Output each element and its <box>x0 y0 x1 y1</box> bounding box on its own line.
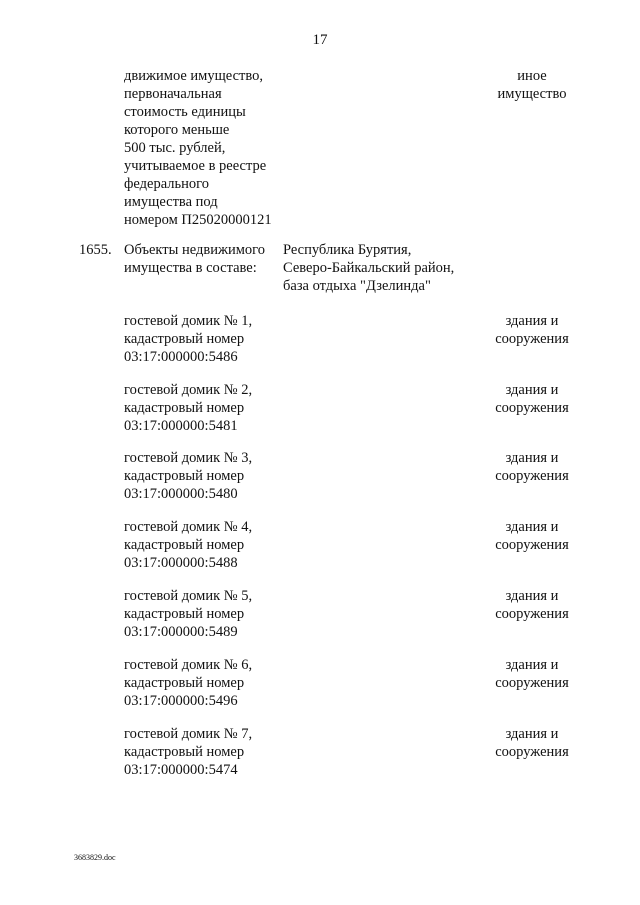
item-name: гостевой домик № 1, кадастровый номер 03:17:000000:5486 <box>124 313 253 365</box>
entry-number: 1655. <box>79 242 112 258</box>
item-type: здания и сооружения <box>495 313 569 347</box>
item-type: здания и сооружения <box>495 588 569 622</box>
item-type: здания и сооружения <box>495 519 569 553</box>
entry-address: Республика Бурятия, Северо-Байкальский район, база отдыха "Дзелинда" <box>283 242 455 294</box>
item-name: гостевой домик № 5, кадастровый номер 03:17:000000:5489 <box>124 588 253 640</box>
page-number: 17 <box>312 32 328 48</box>
previous-entry-name: движимое имущество, первоначальная стоимость единицы которого меньше 500 тыс. рублей, учитываемое в реестре федерального имущества под номером П25020000121 <box>124 68 272 228</box>
item-type: здания и сооружения <box>495 450 569 484</box>
item-name: гостевой домик № 6, кадастровый номер 03:17:000000:5496 <box>124 657 253 709</box>
entry-name: Объекты недвижимого имущества в составе: <box>124 242 266 276</box>
item-name: гостевой домик № 4, кадастровый номер 03:17:000000:5488 <box>124 519 253 571</box>
footer-filename: 3683829.doc <box>74 853 116 862</box>
item-type: здания и сооружения <box>495 382 569 416</box>
item-type: здания и сооружения <box>495 726 569 760</box>
item-name: гостевой домик № 7, кадастровый номер 03:17:000000:5474 <box>124 726 253 778</box>
item-type: здания и сооружения <box>495 657 569 691</box>
previous-entry-type: иное имущество <box>497 68 567 102</box>
item-name: гостевой домик № 3, кадастровый номер 03:17:000000:5480 <box>124 450 253 502</box>
item-name: гостевой домик № 2, кадастровый номер 03:17:000000:5481 <box>124 382 253 434</box>
